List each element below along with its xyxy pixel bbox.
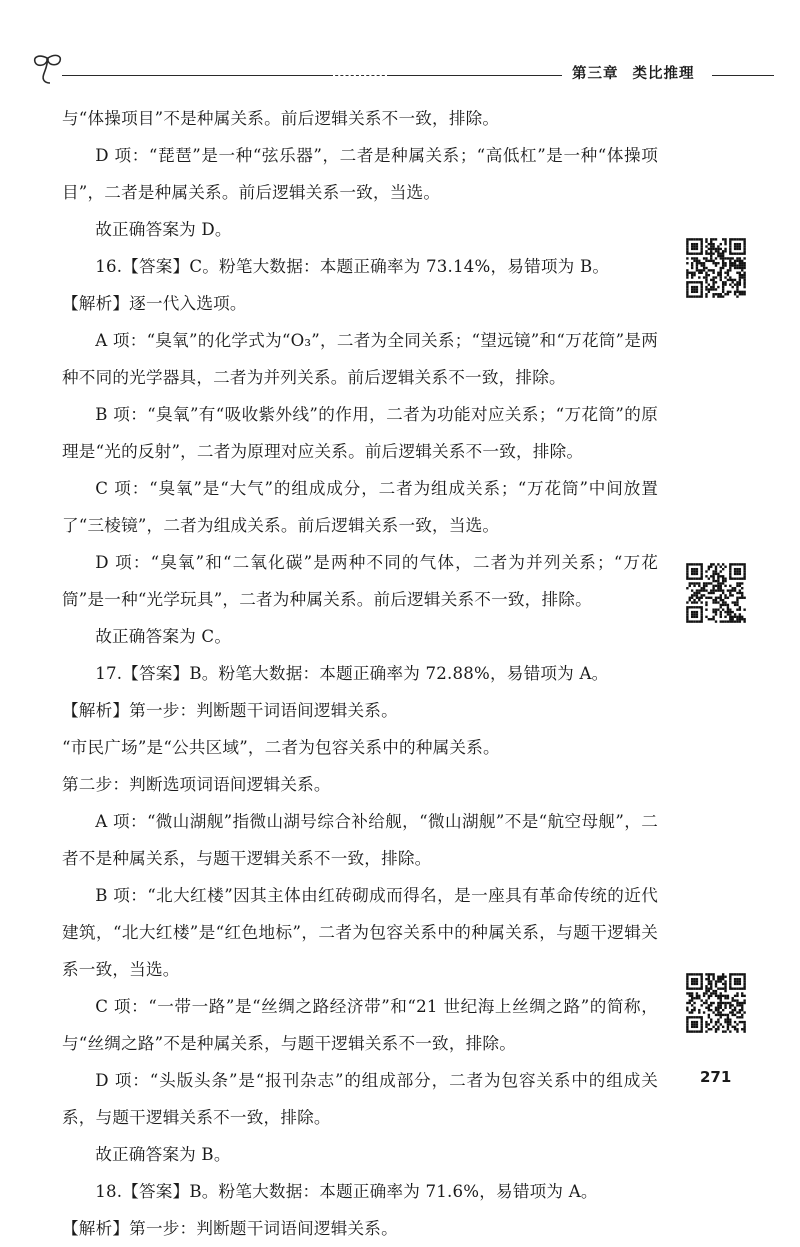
conclusion-question-16: 故正确答案为 C。 [95, 627, 232, 646]
option-a-question-16: A 项：“臭氧”的化学式为“O₃”，二者为全同关系；“望远镜”和“万花筒”是两种不同的光学器具，二者为并列关系。前后逻辑关系不一致，排除。 [62, 331, 658, 387]
option-c-question-17: C 项：“一带一路”是“丝绸之路经济带”和“21 世纪海上丝绸之路”的简称，与“丝绸之路”不是种属关系，与题干逻辑关系不一致，排除。 [62, 997, 658, 1053]
header-rule-left [62, 75, 562, 76]
page-header [0, 44, 800, 90]
paragraph: 与“体操项目”不是种属关系。前后逻辑关系不一致，排除。 [62, 109, 500, 128]
header-rule-dash-segment [330, 75, 390, 76]
option-d-question-17: D 项：“头版头条”是“报刊杂志”的组成部分，二者为包容关系中的组成关系，与题干逻辑关系不一致，排除。 [62, 1071, 658, 1127]
answer-line-question-17: 17.【答案】B。粉笔大数据：本题正确率为 72.88%，易错项为 A。 [95, 664, 609, 683]
option-b-question-16: B 项：“臭氧”有“吸收紫外线”的作用，二者为功能对应关系；“万花筒”的原理是“光的反射”，二者为原理对应关系。前后逻辑关系不一致，排除。 [62, 405, 658, 461]
option-d-question-16: D 项：“臭氧”和“二氧化碳”是两种不同的气体，二者为并列关系；“万花筒”是一种“光学玩具”，二者为种属关系。前后逻辑关系不一致，排除。 [62, 553, 658, 609]
sprout-leaf-icon [26, 44, 76, 90]
answer-line-question-16: 16.【答案】C。粉笔大数据：本题正确率为 73.14%，易错项为 B。 [95, 257, 610, 276]
header-section-name: 类比推理 [632, 66, 695, 82]
paragraph: 故正确答案为 D。 [95, 220, 232, 239]
qr-code-question-17[interactable] [683, 560, 751, 628]
answer-line-question-18: 18.【答案】B。粉笔大数据：本题正确率为 71.6%，易错项为 A。 [95, 1182, 598, 1201]
analysis-step-1-question-17: 【解析】第一步：判断题干词语间逻辑关系。 [62, 701, 398, 720]
header-chapter-number: 第三章 [572, 66, 619, 82]
option-b-question-17: B 项：“北大红楼”因其主体由红砖砌成而得名，是一座具有革命传统的近代建筑，“北大红楼”是“红色地标”，二者为包容关系中的种属关系，与题干逻辑关系一致，当选。 [62, 886, 658, 979]
analysis-line-question-16: 【解析】逐一代入选项。 [62, 294, 247, 313]
paragraph: “市民广场”是“公共区域”，二者为包容关系中的种属关系。 [62, 738, 500, 757]
option-a-question-17: A 项：“微山湖舰”指微山湖号综合补给舰，“微山湖舰”不是“航空母舰”，二者不是种属关系，与题干逻辑关系不一致，排除。 [62, 812, 658, 868]
header-chapter-title [572, 62, 695, 83]
analysis-step-1-question-18: 【解析】第一步：判断题干词语间逻辑关系。 [62, 1219, 398, 1238]
header-rule-right [712, 75, 774, 76]
option-c-question-16: C 项：“臭氧”是“大气”的组成成分，二者为组成关系；“万花筒”中间放置了“三棱镜”，二者为组成关系。前后逻辑关系一致，当选。 [62, 479, 658, 535]
page-number: 271 [700, 1068, 732, 1086]
qr-code-question-16[interactable] [683, 235, 751, 303]
paragraph: D 项：“琵琶”是一种“弦乐器”，二者是种属关系；“高低杠”是一种“体操项目”，二者是种属关系。前后逻辑关系一致，当选。 [62, 146, 658, 202]
conclusion-question-17: 故正确答案为 B。 [95, 1145, 231, 1164]
page-content [62, 100, 658, 1247]
qr-code-question-18[interactable] [683, 970, 751, 1038]
analysis-step-2-question-17: 第二步：判断选项词语间逻辑关系。 [62, 775, 331, 794]
